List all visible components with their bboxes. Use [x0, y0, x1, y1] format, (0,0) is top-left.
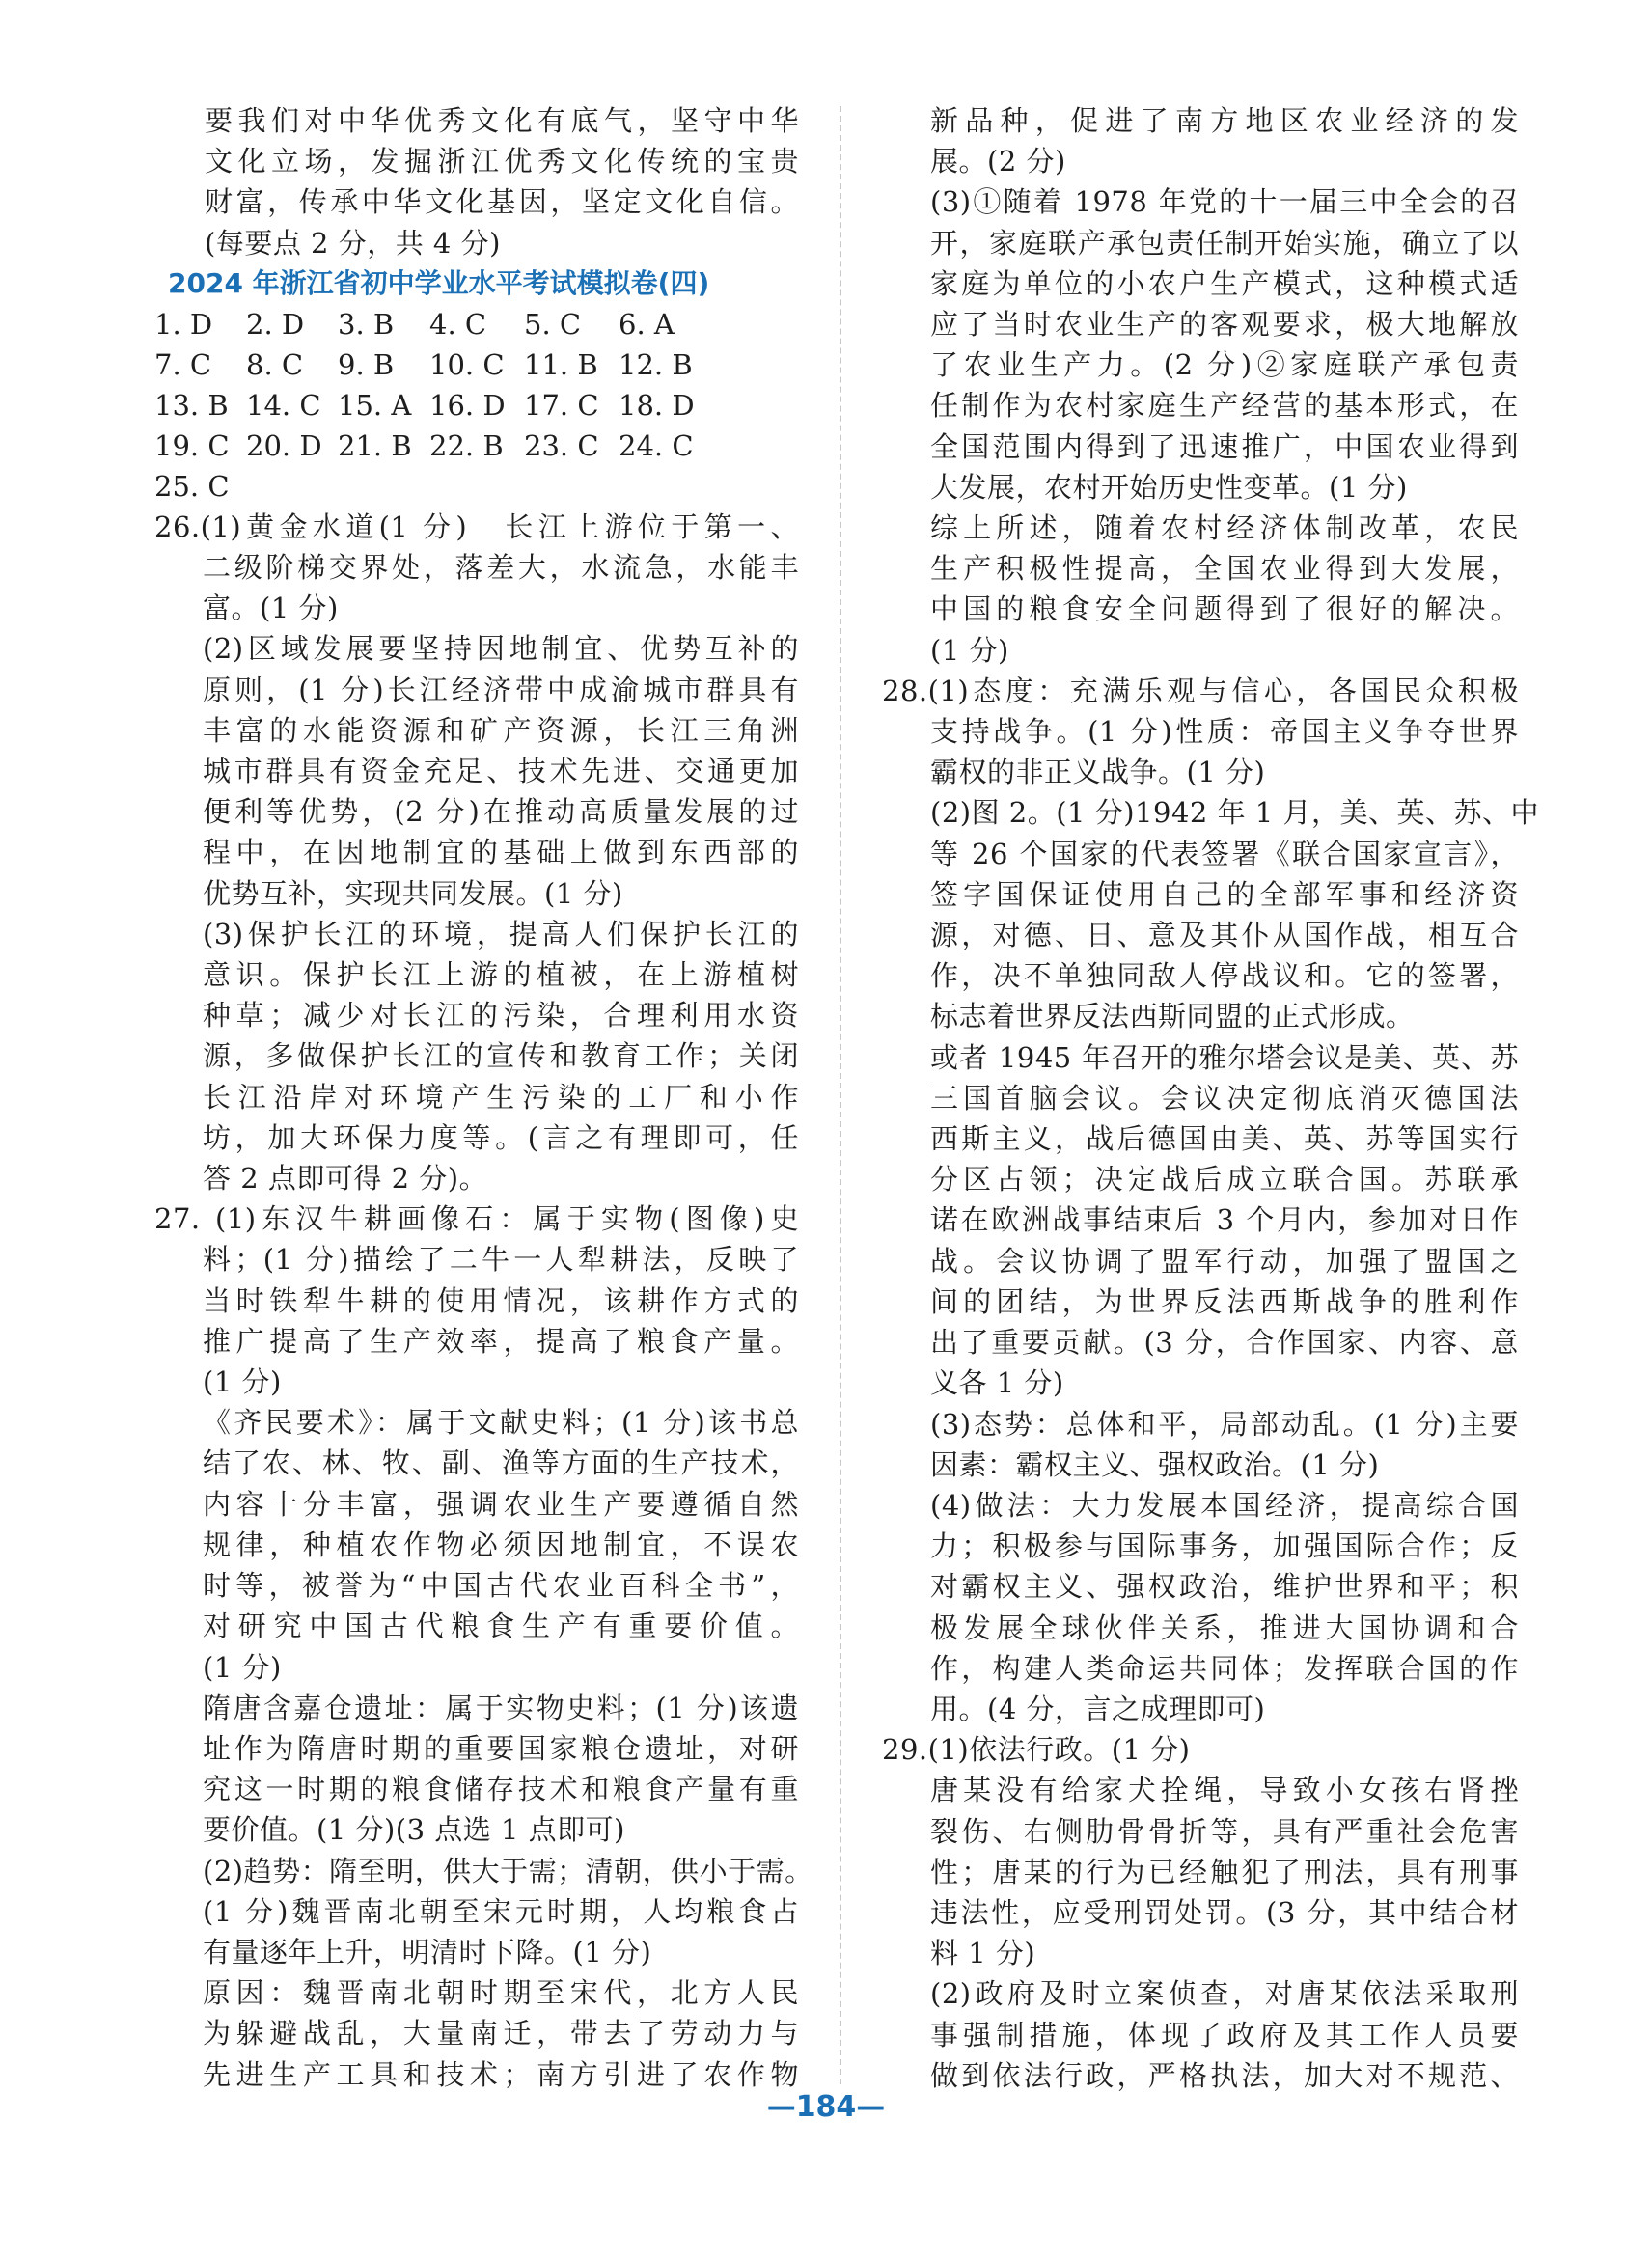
section-title: 2024 年浙江省初中学业水平考试模拟卷(四): [168, 266, 710, 299]
mc-answer: 10. C: [429, 347, 505, 381]
answer-line: 29.(1)依法行政。(1 分): [882, 1733, 1191, 1767]
answer-line: 城市群具有资金充足、技术先进、交通更加: [203, 755, 799, 788]
answer-line: 内容十分丰富，强调农业生产要遵循自然: [203, 1487, 799, 1521]
answer-line: 展。(2 分): [930, 145, 1066, 179]
answer-line: 二级阶梯交界处，落差大，水流急，水能丰: [203, 551, 799, 585]
answer-line: 答 2 点即可得 2 分)。: [203, 1162, 488, 1196]
answer-line: 西斯主义，战后德国由美、英、苏等国实行: [930, 1122, 1519, 1156]
answer-line: 优势互补，实现共同发展。(1 分): [203, 876, 623, 910]
column-divider: [840, 106, 841, 2084]
answer-line: (1 分)魏晋南北朝至宋元时期，人均粮食占: [203, 1894, 799, 1928]
answer-line: 料 1 分): [930, 1937, 1036, 1970]
answer-line: 等 26 个国家的代表签署《联合国家宣言》，: [930, 837, 1519, 870]
answer-line: (1 分): [203, 1365, 282, 1399]
mc-row: [154, 304, 799, 344]
answer-line: 对研究中国古代粮食生产有重要价值。: [203, 1610, 799, 1643]
mc-answer: 19. C: [154, 428, 230, 462]
answer-line: 址作为隋唐时期的重要国家粮仓遗址，对研: [203, 1731, 799, 1765]
answer-line: (2)趋势：隋至明，供大于需；清朝，供小于需。: [203, 1854, 813, 1887]
intro-block: [154, 100, 799, 263]
answer-line: 《齐民要术》：属于文献史料；(1 分)该书总: [203, 1406, 799, 1440]
mc-answer: 20. D: [246, 428, 322, 462]
answer-line: 分区占领；决定战后成立联合国。苏联承: [930, 1163, 1519, 1197]
mc-answer: 6. A: [619, 307, 675, 341]
question-26: [154, 507, 799, 1198]
answer-line: 大发展，农村开始历史性变革。(1 分): [930, 470, 1408, 504]
answer-line: 种草；减少对长江的污染，合理利用水资: [203, 999, 799, 1033]
answer-line: 唐某没有给家犬拴绳，导致小女孩右肾挫: [930, 1774, 1519, 1807]
answer-line: 意识。保护长江上游的植被，在上游植树: [203, 958, 799, 992]
left-column: [154, 100, 813, 2095]
answer-line: 推广提高了生产效率，提高了粮食产量。: [203, 1324, 799, 1358]
mc-answer: 9. B: [338, 347, 395, 381]
answer-line: 战。会议协调了盟军行动，加强了盟国之: [930, 1244, 1519, 1278]
question-27: [154, 1198, 813, 2094]
answer-line: 长江沿岸对环境产生污染的工厂和小作: [203, 1080, 799, 1114]
answer-line: 究这一时期的粮食储存技术和粮食产量有重: [203, 1773, 799, 1806]
answer-line: 隋唐含嘉仓遗址：属于实物史料；(1 分)该遗: [203, 1691, 799, 1724]
answer-line: (2)区域发展要坚持因地制宜、优势互补的: [203, 632, 799, 666]
answer-line: 做到依法行政，严格执法，加大对不规范、: [930, 2058, 1519, 2092]
answer-line: 裂伤、右侧肋骨骨折等，具有严重社会危害: [930, 1814, 1519, 1848]
intro-line: 文化立场，发掘浙江优秀文化传统的宝贵: [205, 145, 799, 179]
answer-line: 义各 1 分): [930, 1366, 1064, 1400]
answer-line: 标志着世界反法西斯同盟的正式形成。: [930, 1000, 1415, 1033]
answer-line: 生产积极性提高，全国农业得到大发展，: [930, 552, 1519, 586]
answer-line: 应了当时农业生产的客观要求，极大地解放: [930, 308, 1519, 342]
answer-line: 作，决不单独同敌人停战议和。它的签署，: [930, 959, 1519, 993]
answer-line: 因素：霸权主义、强权政治。(1 分): [930, 1447, 1380, 1481]
answer-line: 综上所述，随着农村经济体制改革，农民: [930, 511, 1519, 545]
answer-line: (1 分): [203, 1650, 282, 1684]
answer-line: 或者 1945 年召开的雅尔塔会议是美、英、苏: [930, 1040, 1519, 1074]
mc-answer: 25. C: [154, 469, 230, 503]
answer-line: (4)做法：大力发展本国经济，提高综合国: [930, 1488, 1519, 1522]
answer-line: 对霸权主义、强权政治，维护世界和平；积: [930, 1570, 1519, 1604]
answer-line: 作，构建人类命运共同体；发挥联合国的作: [930, 1651, 1519, 1685]
mc-answer: 7. C: [154, 347, 212, 381]
answer-line: 诺在欧洲战事结束后 3 个月内，参加对日作: [930, 1203, 1519, 1237]
mc-answer: 18. D: [619, 388, 695, 422]
answer-line: 时等，被誉为“中国古代农业百科全书”，: [203, 1569, 799, 1603]
answer-line: 家庭为单位的小农户生产模式，这种模式适: [930, 266, 1519, 300]
answer-line: 事强制措施，体现了政府及其工作人员要: [930, 2018, 1519, 2051]
mc-answer: 22. B: [429, 428, 504, 462]
answer-line: 有量逐年上升，明清时下降。(1 分): [203, 1935, 652, 1969]
mc-row: [154, 344, 799, 385]
answer-line: 先进生产工具和技术；南方引进了农作物: [203, 2057, 799, 2091]
intro-line: 要我们对中华优秀文化有底气，坚守中华: [205, 104, 799, 137]
mc-answer: 23. C: [524, 428, 599, 462]
answer-line: 中国的粮食安全问题得到了很好的解决。: [930, 592, 1519, 626]
answer-line: (3)保护长江的环境，提高人们保护长江的: [203, 917, 799, 950]
answer-line: 丰富的水能资源和矿产资源，长江三角洲: [203, 713, 799, 747]
answer-line: 全国范围内得到了迅速推广，中国农业得到: [930, 429, 1519, 463]
answer-line: 支持战争。(1 分)性质：帝国主义争夺世界: [930, 715, 1519, 749]
answer-line: 坊，加大环保力度等。(言之有理即可，任: [203, 1120, 799, 1154]
mc-answer: 11. B: [524, 347, 598, 381]
answer-line: 极发展全球伙伴关系，推进大国协调和合: [930, 1611, 1519, 1644]
answer-line: 违法性，应受刑罚处罚。(3 分，其中结合材: [930, 1895, 1519, 1929]
answer-line: (3)①随着 1978 年党的十一届三中全会的召: [930, 185, 1519, 219]
mc-answer: 15. A: [338, 388, 412, 422]
intro-line: 财富，传承中华文化基因，坚定文化自信。: [205, 185, 799, 219]
mc-answer: 14. C: [246, 388, 321, 422]
mc-answer: 12. B: [619, 347, 693, 381]
answer-line: 霸权的非正义战争。(1 分): [930, 756, 1266, 789]
answer-line: 原因：魏晋南北朝时期至宋代，北方人民: [203, 1976, 799, 2010]
answer-line: 间的团结，为世界反法西斯战争的胜利作: [930, 1284, 1519, 1318]
mc-row: [154, 466, 799, 507]
answer-line: 了农业生产力。(2 分)②家庭联产承包责: [930, 348, 1519, 382]
answer-line: 程中，在因地制宜的基础上做到东西部的: [203, 836, 799, 869]
mc-answer: 1. D: [154, 307, 213, 341]
answer-line: 源，多做保护长江的宣传和教育工作；关闭: [203, 1039, 799, 1073]
answer-line: (2)图 2。(1 分)1942 年 1 月，美、英、苏、中: [930, 796, 1539, 830]
mc-answer: 21. B: [338, 428, 412, 462]
answer-line: 便利等优势，(2 分)在推动高质量发展的过: [203, 795, 799, 829]
answer-line: 为躲避战乱，大量南迁，带去了劳动力与: [203, 2017, 799, 2051]
mc-answer: 16. D: [429, 388, 506, 422]
answer-line: 27. (1)东汉牛耕画像石：属于实物(图像)史: [154, 1202, 799, 1236]
answer-line: 28.(1)态度：充满乐观与信心，各国民众积极: [882, 674, 1519, 707]
page-number: —184—: [766, 2090, 886, 2124]
mc-answer: 5. C: [524, 307, 582, 341]
answer-line: 力；积极参与国际事务，加强国际合作；反: [930, 1529, 1519, 1563]
answer-line: 三国首脑会议。会议决定彻底消灭德国法: [930, 1081, 1519, 1115]
mc-answer-grid: [154, 304, 799, 507]
answer-line: 26.(1)黄金水道(1 分) 长江上游位于第一、: [154, 509, 799, 543]
mc-answer: 4. C: [429, 307, 487, 341]
answer-line: 结了农、林、牧、副、渔等方面的生产技术，: [203, 1446, 799, 1480]
answer-line: 任制作为农村家庭生产经营的基本形式，在: [930, 389, 1519, 423]
answer-line: 新品种，促进了南方地区农业经济的发: [930, 104, 1519, 137]
answer-line: 规律，种植农作物必须因地制宜，不误农: [203, 1528, 799, 1561]
answer-line: 原则，(1 分)长江经济带中成渝城市群具有: [203, 673, 799, 706]
mc-answer: 24. C: [619, 428, 694, 462]
answer-line: (2)政府及时立案侦查，对唐某依法采取刑: [930, 1977, 1519, 2011]
answer-line: (1 分): [930, 633, 1009, 667]
mc-answer: 13. B: [154, 388, 229, 422]
answer-line: 源，对德、日、意及其仆从国作战，相互合: [930, 919, 1519, 952]
mc-answer: 2. D: [246, 307, 305, 341]
answer-line: 性；唐某的行为已经触犯了刑法，具有刑事: [930, 1855, 1519, 1888]
answer-line: 出了重要贡献。(3 分，合作国家、内容、意: [930, 1326, 1519, 1360]
answer-line: 用。(4 分，言之成理即可): [930, 1692, 1266, 1725]
mc-answer: 3. B: [338, 307, 395, 341]
mc-answer: 17. C: [524, 388, 599, 422]
answer-line: 开，家庭联产承包责任制开始实施，确立了以: [930, 226, 1519, 260]
answer-line: 富。(1 分): [203, 592, 339, 625]
answer-line: 签字国保证使用自己的全部军事和经济资: [930, 877, 1519, 911]
right-column: [882, 100, 1539, 2096]
intro-line: (每要点 2 分，共 4 分): [205, 226, 501, 260]
mc-row: [154, 426, 799, 466]
answer-line: 当时铁犁牛耕的使用情况，该耕作方式的: [203, 1283, 799, 1317]
mc-answer: 8. C: [246, 347, 304, 381]
answer-line: (3)态势：总体和平，局部动乱。(1 分)主要: [930, 1407, 1519, 1441]
mc-row: [154, 385, 799, 426]
answer-line: 料；(1 分)描绘了二牛一人犁耕法，反映了: [203, 1243, 799, 1277]
answer-line: 要价值。(1 分)(3 点选 1 点即可): [203, 1813, 625, 1847]
